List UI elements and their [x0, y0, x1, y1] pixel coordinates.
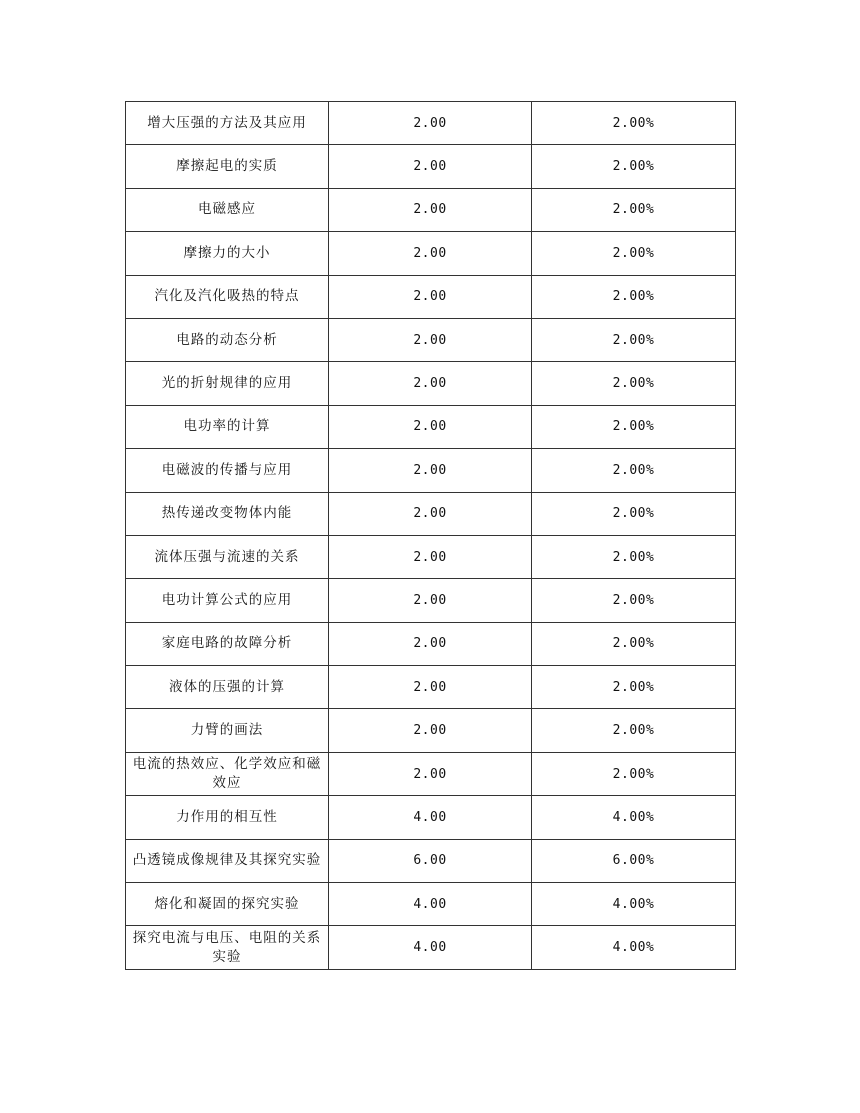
topic-cell: 家庭电路的故障分析	[126, 622, 329, 665]
score-cell: 2.00	[329, 622, 532, 665]
score-cell: 2.00	[329, 145, 532, 188]
score-cell: 2.00	[329, 709, 532, 752]
score-cell: 2.00	[329, 102, 532, 145]
table-row	[126, 666, 736, 709]
percent-cell: 2.00%	[532, 318, 736, 361]
score-cell: 2.00	[329, 579, 532, 622]
percent-cell: 2.00%	[532, 275, 736, 318]
score-cell: 2.00	[329, 449, 532, 492]
topic-cell: 电流的热效应、化学效应和磁效应	[126, 752, 329, 795]
table-row	[126, 232, 736, 275]
table-row	[126, 709, 736, 752]
table-row	[126, 102, 736, 145]
score-cell: 4.00	[329, 926, 532, 969]
percent-cell: 2.00%	[532, 492, 736, 535]
topic-cell: 液体的压强的计算	[126, 666, 329, 709]
percent-cell: 4.00%	[532, 926, 736, 969]
table-row	[126, 449, 736, 492]
percent-cell: 2.00%	[532, 752, 736, 795]
table-row	[126, 752, 736, 795]
topic-cell: 摩擦起电的实质	[126, 145, 329, 188]
topic-cell: 凸透镜成像规律及其探究实验	[126, 839, 329, 882]
knowledge-point-table	[125, 101, 736, 970]
table-row	[126, 492, 736, 535]
percent-cell: 2.00%	[532, 579, 736, 622]
topic-cell: 增大压强的方法及其应用	[126, 102, 329, 145]
score-cell: 2.00	[329, 188, 532, 231]
percent-cell: 6.00%	[532, 839, 736, 882]
percent-cell: 2.00%	[532, 362, 736, 405]
score-cell: 2.00	[329, 535, 532, 578]
percent-cell: 2.00%	[532, 188, 736, 231]
table-row	[126, 275, 736, 318]
table-row	[126, 622, 736, 665]
percent-cell: 2.00%	[532, 102, 736, 145]
percent-cell: 2.00%	[532, 622, 736, 665]
percent-cell: 4.00%	[532, 883, 736, 926]
table-row	[126, 579, 736, 622]
score-cell: 2.00	[329, 666, 532, 709]
topic-cell: 汽化及汽化吸热的特点	[126, 275, 329, 318]
table-row	[126, 145, 736, 188]
percent-cell: 2.00%	[532, 232, 736, 275]
percent-cell: 2.00%	[532, 535, 736, 578]
table-row	[126, 839, 736, 882]
percent-cell: 2.00%	[532, 405, 736, 448]
percent-cell: 2.00%	[532, 449, 736, 492]
score-cell: 2.00	[329, 362, 532, 405]
topic-cell: 电功计算公式的应用	[126, 579, 329, 622]
table-row	[126, 405, 736, 448]
topic-cell: 电磁感应	[126, 188, 329, 231]
topic-cell: 探究电流与电压、电阻的关系实验	[126, 926, 329, 969]
score-cell: 2.00	[329, 405, 532, 448]
score-cell: 4.00	[329, 796, 532, 839]
percent-cell: 2.00%	[532, 666, 736, 709]
table-row	[126, 796, 736, 839]
topic-cell: 热传递改变物体内能	[126, 492, 329, 535]
score-cell: 2.00	[329, 275, 532, 318]
score-cell: 2.00	[329, 318, 532, 361]
score-cell: 2.00	[329, 492, 532, 535]
table-row	[126, 318, 736, 361]
percent-cell: 2.00%	[532, 145, 736, 188]
topic-cell: 力作用的相互性	[126, 796, 329, 839]
table-row	[126, 926, 736, 969]
topic-cell: 熔化和凝固的探究实验	[126, 883, 329, 926]
percent-cell: 4.00%	[532, 796, 736, 839]
table-row	[126, 362, 736, 405]
topic-cell: 流体压强与流速的关系	[126, 535, 329, 578]
topic-cell: 光的折射规律的应用	[126, 362, 329, 405]
topic-cell: 力臂的画法	[126, 709, 329, 752]
table-row	[126, 535, 736, 578]
score-cell: 2.00	[329, 752, 532, 795]
percent-cell: 2.00%	[532, 709, 736, 752]
score-cell: 6.00	[329, 839, 532, 882]
topic-cell: 电路的动态分析	[126, 318, 329, 361]
topic-cell: 电功率的计算	[126, 405, 329, 448]
topic-cell: 摩擦力的大小	[126, 232, 329, 275]
topic-cell: 电磁波的传播与应用	[126, 449, 329, 492]
score-cell: 2.00	[329, 232, 532, 275]
table-row	[126, 883, 736, 926]
score-cell: 4.00	[329, 883, 532, 926]
table-row	[126, 188, 736, 231]
